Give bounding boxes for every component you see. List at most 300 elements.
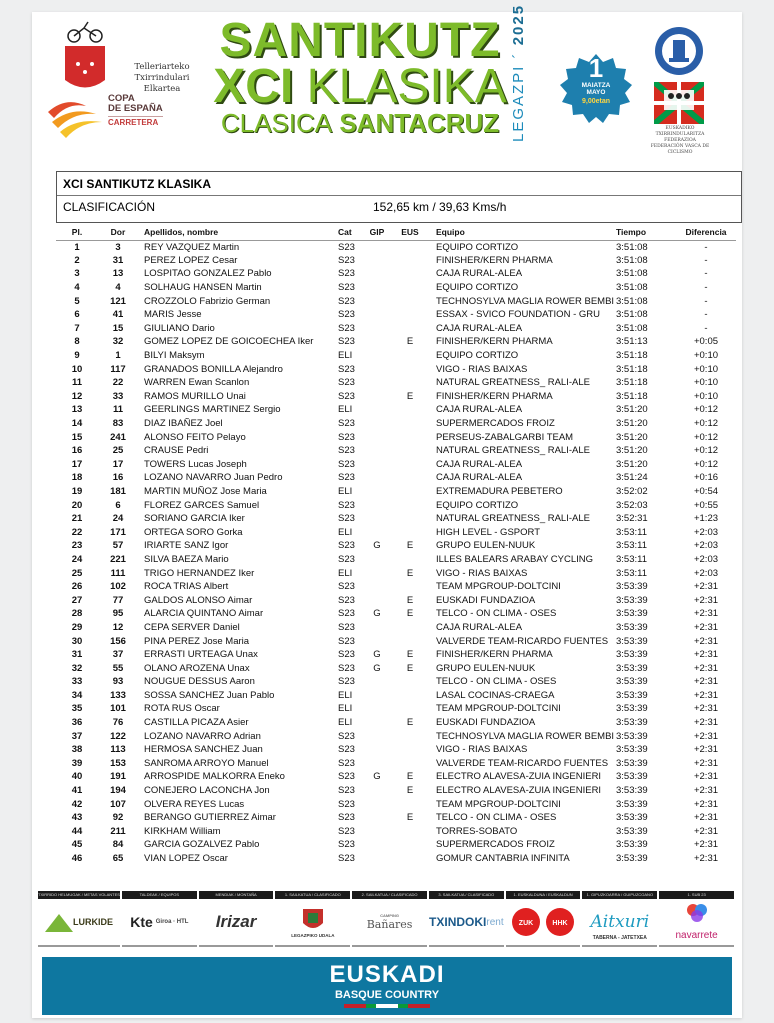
team: CAJA RURAL-ALEA (436, 268, 523, 280)
table-row (56, 648, 736, 662)
gap: +2:03 (693, 540, 719, 552)
eus-flag: E (406, 812, 414, 824)
gip-flag (364, 757, 390, 771)
rider-name: SILVA BAEZA Mario (144, 553, 229, 565)
team: VALVERDE TEAM-RICARDO FUENTES (436, 757, 609, 769)
gip-flag (364, 566, 390, 580)
rider-name: NOUGUE DESSUS Aaron (144, 676, 255, 688)
gap: +2:31 (693, 676, 719, 688)
eus-flag: E (406, 336, 414, 348)
bib: 92 (112, 812, 124, 824)
position: 39 (71, 757, 83, 769)
bib: 93 (112, 676, 124, 688)
table-row (56, 485, 736, 499)
eus-flag: E (406, 567, 414, 579)
eus-flag (390, 349, 430, 363)
time: 3:53:39 (616, 608, 648, 620)
team: GRUPO EULEN-NUUK (436, 662, 536, 674)
gip-flag: G (373, 662, 381, 674)
col-gap: Diferencia (676, 224, 736, 240)
bib: 33 (112, 390, 124, 402)
table-row (56, 825, 736, 839)
time: 3:53:11 (616, 526, 647, 538)
eus-flag (390, 743, 430, 757)
rider-name: ALONSO FEITO Pelayo (144, 431, 246, 443)
eus-flag: E (406, 785, 414, 797)
bib: 211 (110, 825, 126, 837)
team: GOMUR CANTABRIA INFINITA (436, 853, 570, 865)
gip-flag (364, 512, 390, 526)
team: SUPERMERCADOS FROIZ (436, 839, 555, 851)
position: 27 (71, 594, 83, 606)
gip-flag (364, 634, 390, 648)
eus-flag (390, 308, 430, 322)
gap: - (704, 241, 708, 253)
eus-flag (390, 322, 430, 336)
team: PERSEUS-ZABALGARBI TEAM (436, 431, 574, 443)
bib: 121 (110, 295, 126, 307)
gip-flag (364, 322, 390, 336)
category: ELI (338, 404, 353, 416)
time: 3:51:13 (616, 336, 648, 348)
gip-flag (364, 403, 390, 417)
gap: - (704, 322, 708, 334)
position: 7 (74, 322, 80, 334)
time: 3:51:20 (616, 458, 648, 470)
gip-flag (364, 471, 390, 485)
gap: +0:12 (693, 404, 719, 416)
bib: 6 (115, 499, 121, 511)
bib: 13 (112, 268, 124, 280)
gap: - (704, 282, 708, 294)
club-shield-logo-icon (60, 20, 110, 95)
race-title-logo: SANTIKUTZ XCI KLASIKA CLASICA SANTACRUZ (213, 14, 507, 139)
position: 26 (71, 581, 83, 593)
team: ELECTRO ALAVESA-ZUIA INGENIERI (436, 785, 602, 797)
club-name: Telleriarteko Txirrindulari Elkartea (134, 62, 190, 94)
position: 25 (71, 567, 83, 579)
gip-flag (364, 294, 390, 308)
category: S23 (338, 241, 355, 253)
gap: +2:31 (693, 689, 719, 701)
eus-flag (390, 852, 430, 866)
rider-name: WARREN Ewan Scanlon (144, 377, 250, 389)
rider-name: GEERLINGS MARTINEZ Sergio (144, 404, 281, 416)
team: CAJA RURAL-ALEA (436, 404, 523, 416)
team: EQUIPO CORTIZO (436, 241, 519, 253)
table-row (56, 716, 736, 730)
time: 3:51:08 (616, 322, 648, 334)
rider-name: CEPA SERVER Daniel (144, 621, 240, 633)
gap: - (704, 268, 708, 280)
team: TECHNOSYLVA MAGLIA ROWER BEMBI (436, 730, 615, 742)
category: ELI (338, 485, 353, 497)
position: 20 (71, 499, 83, 511)
category: S23 (338, 839, 355, 851)
position: 46 (71, 853, 83, 865)
team: TORRES-SOBATO (436, 825, 518, 837)
category: S23 (338, 282, 355, 294)
gip-flag (364, 281, 390, 295)
team: GRUPO EULEN-NUUK (436, 540, 536, 552)
eus-flag (390, 797, 430, 811)
gip-flag (364, 593, 390, 607)
table-row (56, 390, 736, 404)
time: 3:51:08 (616, 254, 648, 266)
table-row (56, 675, 736, 689)
rider-name: ORTEGA SORO Gorka (144, 526, 243, 538)
bib: 153 (110, 757, 126, 769)
table-row (56, 797, 736, 811)
race-info-box (56, 171, 742, 223)
position: 4 (74, 282, 80, 294)
table-row (56, 322, 736, 336)
position: 16 (71, 445, 83, 457)
category: S23 (338, 594, 355, 606)
gap: +2:03 (693, 567, 719, 579)
category: S23 (338, 785, 355, 797)
table-row (56, 525, 736, 539)
position: 14 (71, 418, 83, 430)
gap: +2:31 (693, 825, 719, 837)
svg-text:HHK: HHK (552, 920, 568, 927)
table-row (56, 458, 736, 472)
gap: +2:31 (693, 581, 719, 593)
position: 30 (71, 635, 83, 647)
gap: +2:03 (693, 553, 719, 565)
eus-flag (390, 729, 430, 743)
rider-name: CRAUSE Pedri (144, 445, 209, 457)
time: 3:52:03 (616, 499, 648, 511)
eus-flag (390, 702, 430, 716)
rider-name: ERRASTI URTEAGA Unax (144, 649, 258, 661)
col-eus: EUS (390, 224, 430, 240)
svg-text:ZUK: ZUK (518, 920, 534, 927)
gip-flag (364, 811, 390, 825)
gip-flag (364, 825, 390, 839)
time: 3:51:18 (616, 390, 648, 402)
date-badge: 1 MAIATZA MAYO 9,00etan (581, 53, 611, 105)
team: CAJA RURAL-ALEA (436, 472, 523, 484)
gip-flag (364, 485, 390, 499)
results-table (56, 224, 736, 865)
gap: - (704, 309, 708, 321)
time: 3:51:08 (616, 295, 648, 307)
bib: 122 (110, 730, 126, 742)
eus-flag (390, 838, 430, 852)
gip-flag (364, 390, 390, 404)
eus-flag (390, 757, 430, 771)
sponsor-clasificado-2: 2. SAILKATUA / CLASIFICADO CAMPING Bañares (352, 891, 427, 947)
table-row (56, 281, 736, 295)
category: S23 (338, 581, 355, 593)
bib: 83 (112, 418, 124, 430)
category: S23 (338, 825, 355, 837)
rider-name: GIULIANO Dario (144, 322, 215, 334)
position: 11 (71, 377, 83, 389)
position: 18 (71, 472, 83, 484)
gap: +2:03 (693, 526, 719, 538)
position: 42 (71, 798, 83, 810)
gap: +2:31 (693, 662, 719, 674)
table-row (56, 784, 736, 798)
table-row (56, 661, 736, 675)
time: 3:51:20 (616, 431, 648, 443)
rider-name: FLOREZ GARCES Samuel (144, 499, 260, 511)
col-time: Tiempo (616, 224, 676, 240)
time: 3:53:39 (616, 649, 648, 661)
bib: 77 (112, 594, 124, 606)
gip-flag (364, 797, 390, 811)
team: ELECTRO ALAVESA-ZUIA INGENIERI (436, 771, 602, 783)
sponsors-strip (38, 891, 734, 947)
team: FINISHER/KERN PHARMA (436, 254, 553, 266)
time: 3:53:39 (616, 662, 648, 674)
position: 44 (71, 825, 83, 837)
time: 3:53:39 (616, 703, 648, 715)
table-row (56, 254, 736, 268)
gap: +2:31 (693, 621, 719, 633)
table-row (56, 403, 736, 417)
gip-flag (364, 553, 390, 567)
position: 19 (71, 485, 83, 497)
table-row (56, 811, 736, 825)
bib: 241 (110, 431, 126, 443)
bib: 133 (110, 689, 126, 701)
position: 34 (71, 689, 83, 701)
time: 3:51:18 (616, 363, 648, 375)
category: S23 (338, 499, 355, 511)
category: S23 (338, 730, 355, 742)
gip-flag (364, 335, 390, 349)
category: ELI (338, 567, 353, 579)
rider-name: LOZANO NAVARRO Adrian (144, 730, 261, 742)
time: 3:51:20 (616, 445, 648, 457)
category: S23 (338, 621, 355, 633)
time: 3:53:39 (616, 757, 648, 769)
copa-espana-label: COPA DE ESPAÑA CARRETERA (108, 93, 163, 127)
gip-flag (364, 716, 390, 730)
sponsor-equipos: TALDEAK / EQUIPOS Kte Giroa · HTL (122, 891, 197, 947)
category: S23 (338, 254, 355, 266)
eus-flag (390, 267, 430, 281)
table-row (56, 267, 736, 281)
gap: +2:31 (693, 839, 719, 851)
gap: +0:10 (693, 350, 719, 362)
position: 41 (71, 785, 83, 797)
bib: 194 (110, 785, 126, 797)
team: NATURAL GREATNESS_ RALI-ALE (436, 377, 590, 389)
gap: +2:31 (693, 608, 719, 620)
table-row (56, 294, 736, 308)
gap: +0:12 (693, 431, 719, 443)
team: EQUIPO CORTIZO (436, 350, 519, 362)
team: VIGO - RIAS BAIXAS (436, 363, 528, 375)
position: 29 (71, 621, 83, 633)
gip-flag (364, 729, 390, 743)
category: S23 (338, 322, 355, 334)
position: 5 (74, 295, 80, 307)
table-row (56, 743, 736, 757)
gap: +0:12 (693, 445, 719, 457)
time: 3:53:39 (616, 730, 648, 742)
basque-flag-stripe-icon (42, 1004, 732, 1008)
navarrete-logo-icon (686, 902, 708, 924)
time: 3:51:18 (616, 350, 648, 362)
zuk-hhk-logos-icon (511, 907, 575, 937)
results-body (56, 240, 736, 865)
eus-flag (390, 621, 430, 635)
bib: 25 (112, 445, 124, 457)
time: 3:53:39 (616, 785, 648, 797)
col-bib: Dor (98, 224, 138, 240)
federation-seal-icon (654, 26, 704, 76)
gip-flag (364, 498, 390, 512)
category: S23 (338, 771, 355, 783)
team: SUPERMERCADOS FROIZ (436, 418, 555, 430)
team: LASAL COCINAS-CRAEGA (436, 689, 555, 701)
gap: +1:23 (693, 513, 719, 525)
sponsor-guipuzcoano: 1. GIPUZKOARRA / GUIPUZCOANO Aitxuri TABERNA - JATETXEA (582, 891, 657, 947)
bib: 16 (112, 472, 124, 484)
bib: 41 (112, 309, 124, 321)
sponsor-montana: MENDIAK / MONTAÑA Irizar (199, 891, 274, 947)
position: 40 (71, 771, 83, 783)
gip-flag: G (373, 649, 381, 661)
team: HIGH LEVEL - GSPORT (436, 526, 540, 538)
team: NATURAL GREATNESS_ RALI-ALE (436, 513, 590, 525)
race-title: XCI SANTIKUTZ KLASIKA (57, 172, 741, 196)
category: S23 (338, 812, 355, 824)
rider-name: GALDOS ALONSO Aimar (144, 594, 253, 606)
eus-flag: E (406, 771, 414, 783)
position: 22 (71, 526, 83, 538)
eus-flag: E (406, 608, 414, 620)
gip-flag (364, 444, 390, 458)
gap: +2:31 (693, 649, 719, 661)
eus-flag (390, 675, 430, 689)
bib: 113 (110, 744, 126, 756)
time: 3:51:08 (616, 282, 648, 294)
bib: 65 (112, 853, 124, 865)
team: CAJA RURAL-ALEA (436, 621, 523, 633)
rider-name: TOWERS Lucas Joseph (144, 458, 247, 470)
eus-flag (390, 403, 430, 417)
bib: 17 (112, 458, 124, 470)
bib: 1 (115, 350, 121, 362)
team: FINISHER/KERN PHARMA (436, 390, 553, 402)
position: 2 (74, 254, 80, 266)
eus-flag: E (406, 540, 414, 552)
eus-flag: E (406, 594, 414, 606)
bib: 4 (115, 282, 121, 294)
team: VIGO - RIAS BAIXAS (436, 567, 528, 579)
eus-flag: E (406, 662, 414, 674)
bib: 107 (110, 798, 126, 810)
category: S23 (338, 309, 355, 321)
table-row (56, 757, 736, 771)
position: 45 (71, 839, 83, 851)
rider-name: GOMEZ LOPEZ DE GOICOECHEA Iker (144, 336, 314, 348)
gap: +2:31 (693, 853, 719, 865)
category: S23 (338, 390, 355, 402)
gip-flag (364, 376, 390, 390)
table-row (56, 621, 736, 635)
team: NATURAL GREATNESS_ RALI-ALE (436, 445, 590, 457)
gip-flag (364, 702, 390, 716)
table-row (56, 308, 736, 322)
gip-flag (364, 580, 390, 594)
rider-name: MARIS Jesse (144, 309, 202, 321)
team: TEAM MPGROUP-DOLTCINI (436, 798, 561, 810)
bib: 181 (110, 485, 126, 497)
team: TELCO - ON CLIMA - OSES (436, 812, 557, 824)
time: 3:53:39 (616, 839, 648, 851)
rider-name: REY VAZQUEZ Martin (144, 241, 240, 253)
time: 3:53:39 (616, 621, 648, 633)
rider-name: ARROSPIDE MALKORRA Eneko (144, 771, 285, 783)
eus-flag (390, 294, 430, 308)
gip-flag (364, 254, 390, 268)
table-row (56, 634, 736, 648)
rider-name: LOSPITAO GONZALEZ Pablo (144, 268, 272, 280)
table-row (56, 553, 736, 567)
bib: 24 (112, 513, 124, 525)
eus-flag (390, 240, 430, 254)
eus-flag: E (406, 717, 414, 729)
rider-name: KIRKHAM William (144, 825, 221, 837)
gap: +0:16 (693, 472, 719, 484)
table-row (56, 335, 736, 349)
team: CAJA RURAL-ALEA (436, 322, 523, 334)
eus-flag (390, 498, 430, 512)
time: 3:53:39 (616, 635, 648, 647)
rider-name: SORIANO GARCIA Iker (144, 513, 245, 525)
sponsor-metas-volantes: TXIRRIDO HELMUGAK / METAS VOLANTES LURKIDE (38, 891, 120, 947)
table-row (56, 512, 736, 526)
team: EQUIPO CORTIZO (436, 282, 519, 294)
bib: 111 (110, 567, 126, 579)
table-row (56, 593, 736, 607)
team: CAJA RURAL-ALEA (436, 458, 523, 470)
position: 43 (71, 812, 83, 824)
table-row (56, 498, 736, 512)
eus-flag (390, 580, 430, 594)
eus-flag (390, 689, 430, 703)
race-poster-header (32, 3, 742, 162)
time: 3:51:20 (616, 404, 648, 416)
position: 10 (71, 363, 83, 375)
position: 24 (71, 553, 83, 565)
bib: 117 (110, 363, 126, 375)
gip-flag (364, 458, 390, 472)
position: 21 (71, 513, 83, 525)
gap: +2:31 (693, 798, 719, 810)
team: VIGO - RIAS BAIXAS (436, 744, 528, 756)
time: 3:53:39 (616, 676, 648, 688)
time: 3:53:39 (616, 581, 648, 593)
position: 37 (71, 730, 83, 742)
gap: +0:05 (693, 336, 719, 348)
eus-flag (390, 362, 430, 376)
category: S23 (338, 553, 355, 565)
federation-name: EUSKADIKO TXIRRINDULARITZA FEDERAZIOA FEDERACIÓN VASCA DE CICLISMO (650, 126, 710, 155)
table-header-row (56, 224, 736, 240)
category: S23 (338, 472, 355, 484)
time: 3:53:39 (616, 798, 648, 810)
eus-flag (390, 458, 430, 472)
position: 15 (71, 431, 83, 443)
